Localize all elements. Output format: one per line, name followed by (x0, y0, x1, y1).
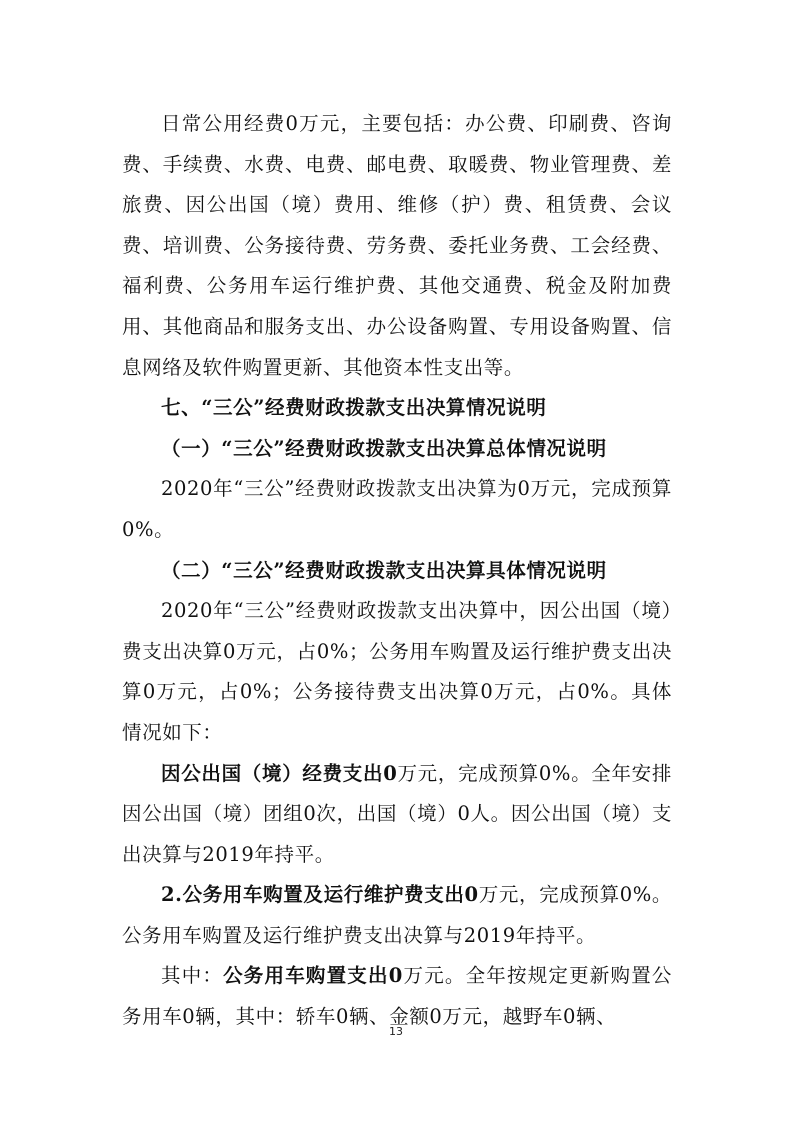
overseas-travel-label: 因公出国（境）经费支出0 (161, 761, 398, 785)
overseas-travel-text: 万元，完成预算0%。全年安排因公出国（境）团组0次，出国（境）0人。因公出国（境）支出决算与2019年持平。 (122, 761, 672, 866)
paragraph-overseas-travel (122, 754, 672, 876)
paragraph-vehicle-expenses (122, 875, 672, 956)
page-number: 13 (389, 1025, 403, 1038)
section-heading-three-public-expenses: 七、“三公”经费财政拨款支出决算情况说明 (161, 396, 547, 420)
vehicle-purchase-text: 万元。全年按规定更新购置公务用车0辆，其中：轿车0辆、金额0万元，越野车0辆、 (122, 964, 672, 1029)
subsection-heading-specific: （二）“三公”经费财政拨款支出决算具体情况说明 (161, 558, 607, 582)
vehicle-purchase-label: 公务用车购置支出0 (223, 964, 403, 988)
paragraph-daily-expenses: 日常公用经费0万元，主要包括：办公费、印刷费、咨询费、手续费、水费、电费、邮电费、取暖费、物业管理费、差旅费、因公出国（境）费用、维修（护）费、租赁费、会议费、培训费、公务接待费、劳务费、委托业务费、工会经费、福利费、公务用车运行维护费、其他交通费、税金及附加费用、其他商品和服务支出、办公设备购置、专用设备购置、信息网络及软件购置更新、其他资本性支出等。 (122, 112, 672, 379)
subsection-heading-overall: （一）“三公”经费财政拨款支出决算总体情况说明 (161, 436, 607, 460)
paragraph-specific-breakdown: 2020年“三公”经费财政拨款支出决算中，因公出国（境）费支出决算0万元，占0%；公务用车购置及运行维护费支出决算0万元，占0%；公务接待费支出决算0万元，占0%。具体情况如下： (122, 599, 672, 744)
paragraph-overall-total: 2020年“三公”经费财政拨款支出决算为0万元，完成预算0%。 (122, 477, 672, 541)
vehicle-purchase-lead: 其中： (161, 964, 224, 988)
vehicle-expenses-text: 万元，完成预算0%。公务用车购置及运行维护费支出决算与2019年持平。 (122, 883, 672, 947)
document-body (122, 104, 672, 1038)
vehicle-expenses-label: 2.公务用车购置及运行维护费支出0 (161, 883, 479, 907)
